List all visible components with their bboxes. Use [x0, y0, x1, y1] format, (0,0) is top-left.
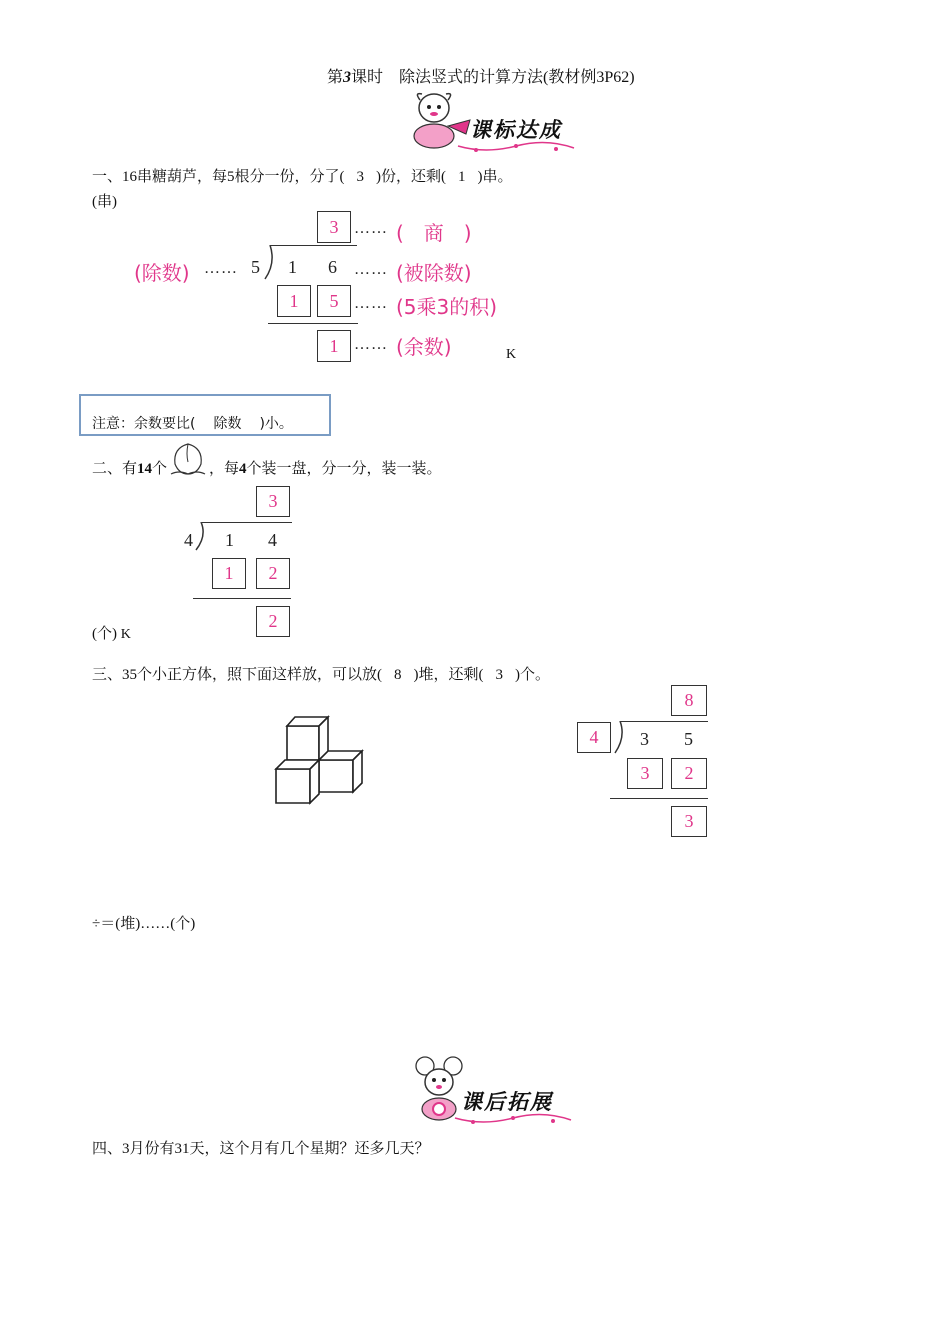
q1-quotient-dots: ……	[354, 220, 388, 237]
title-prefix: 第	[327, 69, 344, 86]
banner-bottom-underline	[453, 1112, 573, 1126]
page-title	[327, 64, 635, 87]
title-lesson-number: 3	[343, 69, 352, 86]
q3-dividend-digit-2: 5	[684, 729, 693, 749]
q2-subtract-line	[193, 598, 291, 599]
q1-divisor-dots: ……	[204, 260, 238, 277]
q2-division-bar	[202, 522, 292, 523]
banner-top	[408, 86, 578, 156]
banner-top-text: 课标达成	[470, 118, 562, 142]
cube-top-front	[287, 726, 319, 760]
cube-left-front	[276, 769, 310, 803]
banner-bottom	[413, 1054, 583, 1126]
q1-product-box-2[interactable]: 5	[317, 285, 351, 317]
note-answer: 除数	[213, 416, 242, 432]
q2-dividend-digit-2: 4	[268, 530, 277, 550]
q2-division-bracket	[194, 522, 208, 552]
q3-text-b: )堆，还剩(	[413, 667, 484, 683]
note-text	[92, 413, 293, 433]
q3-formula: ÷＝(堆)……(个)	[92, 916, 196, 932]
q2-mark: K	[120, 627, 131, 642]
banner-top-underline	[456, 140, 576, 154]
q2-unit	[92, 622, 131, 643]
peach-icon	[167, 460, 209, 480]
note-text-a: 注意：余数要比(	[92, 416, 196, 432]
q1-dividend-dots: ……	[354, 261, 388, 278]
q3-division-bar	[620, 721, 708, 722]
q1-divisor: 5	[251, 257, 260, 277]
q4-text: 四、3月份有31天，这个月有几个星期？还多几天？	[92, 1141, 430, 1157]
q3-answer-2: 3	[495, 667, 503, 683]
q2-remainder-box[interactable]: 2	[256, 606, 290, 637]
q3-divisor-box[interactable]: 4	[577, 722, 611, 753]
q1-label-product: (5乘3的积)	[396, 295, 498, 319]
q1-label-remainder: (余数)	[396, 335, 452, 359]
q1-subtract-line	[268, 323, 358, 324]
q2-text-a: 二、有	[92, 461, 138, 477]
q1-quotient-box[interactable]: 3	[317, 211, 351, 243]
q2-text	[92, 457, 442, 480]
q1-answer-2: 1	[458, 169, 466, 185]
q1-product-box-1[interactable]: 1	[277, 285, 311, 317]
q1-dividend-digit-2: 6	[328, 257, 337, 277]
q1-remainder-box[interactable]: 1	[317, 330, 351, 362]
q1-text-c: )串。	[477, 169, 513, 185]
q1-product-dots: ……	[354, 295, 388, 312]
q3-text-c: )个。	[515, 667, 550, 683]
q1-label-quotient: ( 商 )	[396, 221, 472, 245]
title-rest: 课时 除法竖式的计算方法(教材例3P62)	[351, 69, 635, 86]
q3-text-a: 三、35个小正方体，照下面这样放，可以放(	[92, 667, 382, 683]
q1-remainder-dots: ……	[354, 336, 388, 353]
q2-count: 14	[137, 461, 153, 477]
cubes-illustration	[270, 712, 380, 812]
q3-subtract-line	[610, 798, 708, 799]
q3-text	[92, 663, 550, 684]
q1-label-dividend: (被除数)	[396, 261, 472, 285]
q2-quotient-box[interactable]: 3	[256, 486, 290, 517]
q2-divisor: 4	[184, 530, 193, 550]
q2-dividend-digit-1: 1	[225, 530, 234, 550]
q1-division-bar	[270, 245, 357, 246]
q1-dividend-digit-1: 1	[288, 257, 297, 277]
q2-product-box-1[interactable]: 1	[212, 558, 246, 589]
q3-product-box-2[interactable]: 2	[671, 758, 707, 789]
q2-unit-text: (个)	[92, 626, 117, 642]
q2-text-d: 个装一盘，分一分，装一装。	[246, 461, 442, 477]
q3-quotient-box[interactable]: 8	[671, 685, 707, 716]
note-text-b: )小。	[259, 416, 293, 432]
q1-text	[92, 165, 513, 186]
banner-bottom-text: 课后拓展	[461, 1090, 553, 1114]
q1-text-b: )份，还剩(	[376, 169, 446, 185]
q1-mark: K	[506, 347, 517, 362]
q1-division-bracket	[263, 245, 277, 281]
q2-text-c: ，每	[209, 461, 240, 477]
cube-right-front	[319, 760, 353, 792]
q1-unit: (串)	[92, 194, 117, 210]
q2-product-box-2[interactable]: 2	[256, 558, 290, 589]
q1-answer-1: 3	[356, 169, 364, 185]
q2-text-b: 个	[152, 461, 168, 477]
q3-division-bracket	[613, 721, 627, 755]
q2-per: 4	[239, 461, 247, 477]
q1-text-a: 一、16串糖葫芦，每5根分一份，分了(	[92, 169, 345, 185]
q3-remainder-box[interactable]: 3	[671, 806, 707, 837]
q3-dividend-digit-1: 3	[640, 729, 649, 749]
q3-product-box-1[interactable]: 3	[627, 758, 663, 789]
q1-label-divisor: (除数)	[134, 261, 190, 285]
q3-answer-1: 8	[394, 667, 402, 683]
